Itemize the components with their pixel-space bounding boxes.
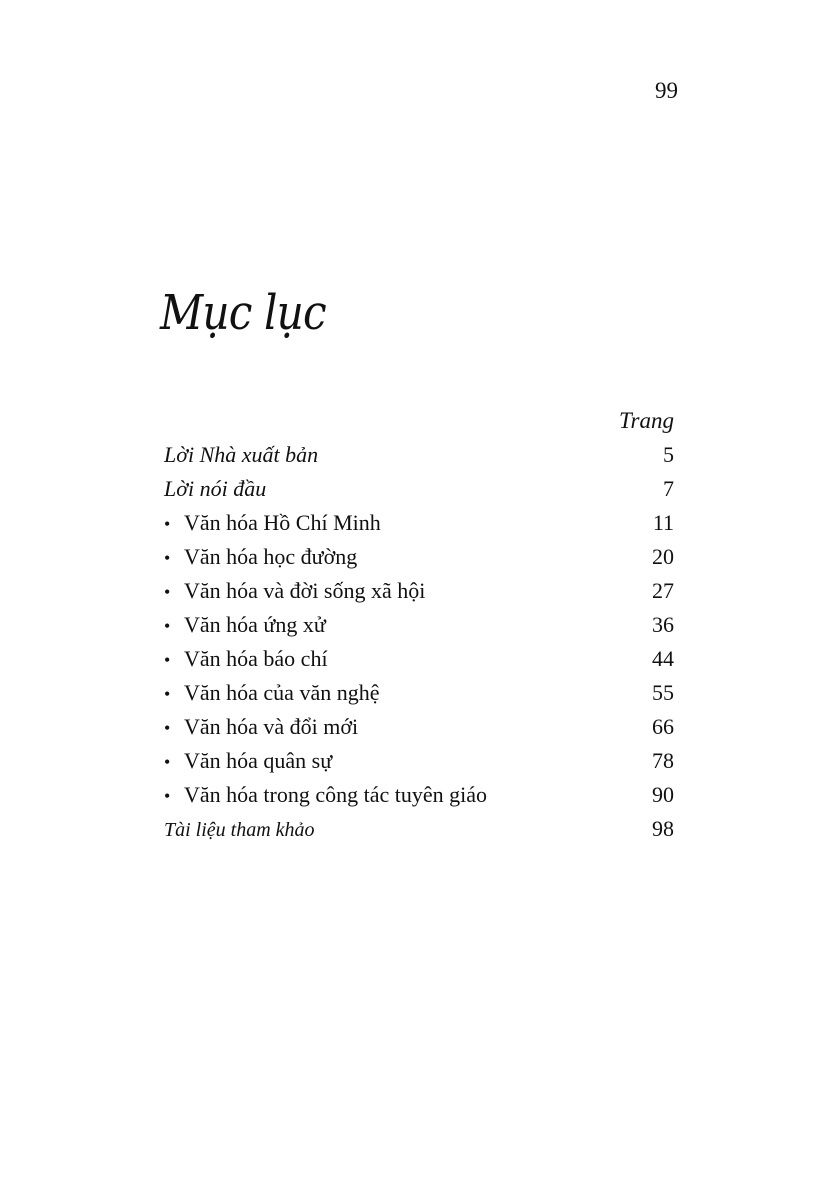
- toc-entry[interactable]: [164, 642, 674, 676]
- toc-entry-page: 20: [652, 544, 674, 569]
- toc-entry-page: 55: [652, 680, 674, 705]
- bullet-icon: •: [164, 616, 171, 636]
- toc-entry-page: 36: [652, 612, 674, 637]
- toc-entry-publisher-note[interactable]: [164, 438, 674, 472]
- toc-entry[interactable]: [164, 540, 674, 574]
- toc-entry-label: Văn hóa ứng xử: [184, 612, 326, 637]
- bullet-icon: •: [164, 582, 171, 602]
- toc-entry-label: Tài liệu tham khảo: [164, 819, 315, 841]
- toc-entry-label: Văn hóa báo chí: [184, 646, 328, 671]
- toc-entry-page: 5: [663, 442, 674, 467]
- toc-entry-page: 90: [652, 782, 674, 807]
- toc-entry-preface[interactable]: [164, 472, 674, 506]
- toc-entry-page: 78: [652, 748, 674, 773]
- toc-entry[interactable]: [164, 608, 674, 642]
- toc-entry[interactable]: [164, 506, 674, 540]
- bullet-icon: •: [164, 548, 171, 568]
- toc-entry-label: Văn hóa và đời sống xã hội: [184, 578, 426, 603]
- toc-entry[interactable]: [164, 778, 674, 812]
- page-number: 99: [655, 78, 678, 103]
- toc-entry-label: Văn hóa trong công tác tuyên giáo: [184, 782, 488, 807]
- toc-entry-label: Văn hóa học đường: [184, 544, 358, 569]
- toc-entry-label: Lời nói đầu: [164, 476, 267, 501]
- toc-entry-page: 11: [652, 510, 674, 535]
- toc-entry-references[interactable]: [164, 812, 674, 846]
- toc-entry-label: Văn hóa Hồ Chí Minh: [184, 510, 381, 535]
- bullet-icon: •: [164, 514, 171, 534]
- toc-entry-label: Văn hóa và đổi mới: [184, 714, 359, 739]
- toc-entry-label: Văn hóa của văn nghệ: [184, 680, 380, 705]
- bullet-icon: •: [164, 718, 171, 738]
- toc-entry-label: Lời Nhà xuất bản: [164, 442, 319, 467]
- toc-entry-page: 7: [663, 476, 674, 501]
- bullet-icon: •: [164, 786, 171, 806]
- toc-entry-label: Văn hóa quân sự: [184, 748, 333, 773]
- toc-entry[interactable]: [164, 574, 674, 608]
- bullet-icon: •: [164, 752, 171, 772]
- page-column-header: Trang: [619, 408, 674, 433]
- toc-entry-page: 98: [652, 816, 674, 841]
- toc-entry[interactable]: [164, 710, 674, 744]
- toc-entry-page: 27: [652, 578, 674, 603]
- toc-entry-page: 66: [652, 714, 674, 739]
- toc-entry[interactable]: [164, 676, 674, 710]
- bullet-icon: •: [164, 684, 171, 704]
- toc-entry[interactable]: [164, 744, 674, 778]
- bullet-icon: •: [164, 650, 171, 670]
- toc-entry-page: 44: [652, 646, 674, 671]
- table-of-contents: [164, 404, 674, 846]
- toc-title: Mục lục: [160, 285, 326, 341]
